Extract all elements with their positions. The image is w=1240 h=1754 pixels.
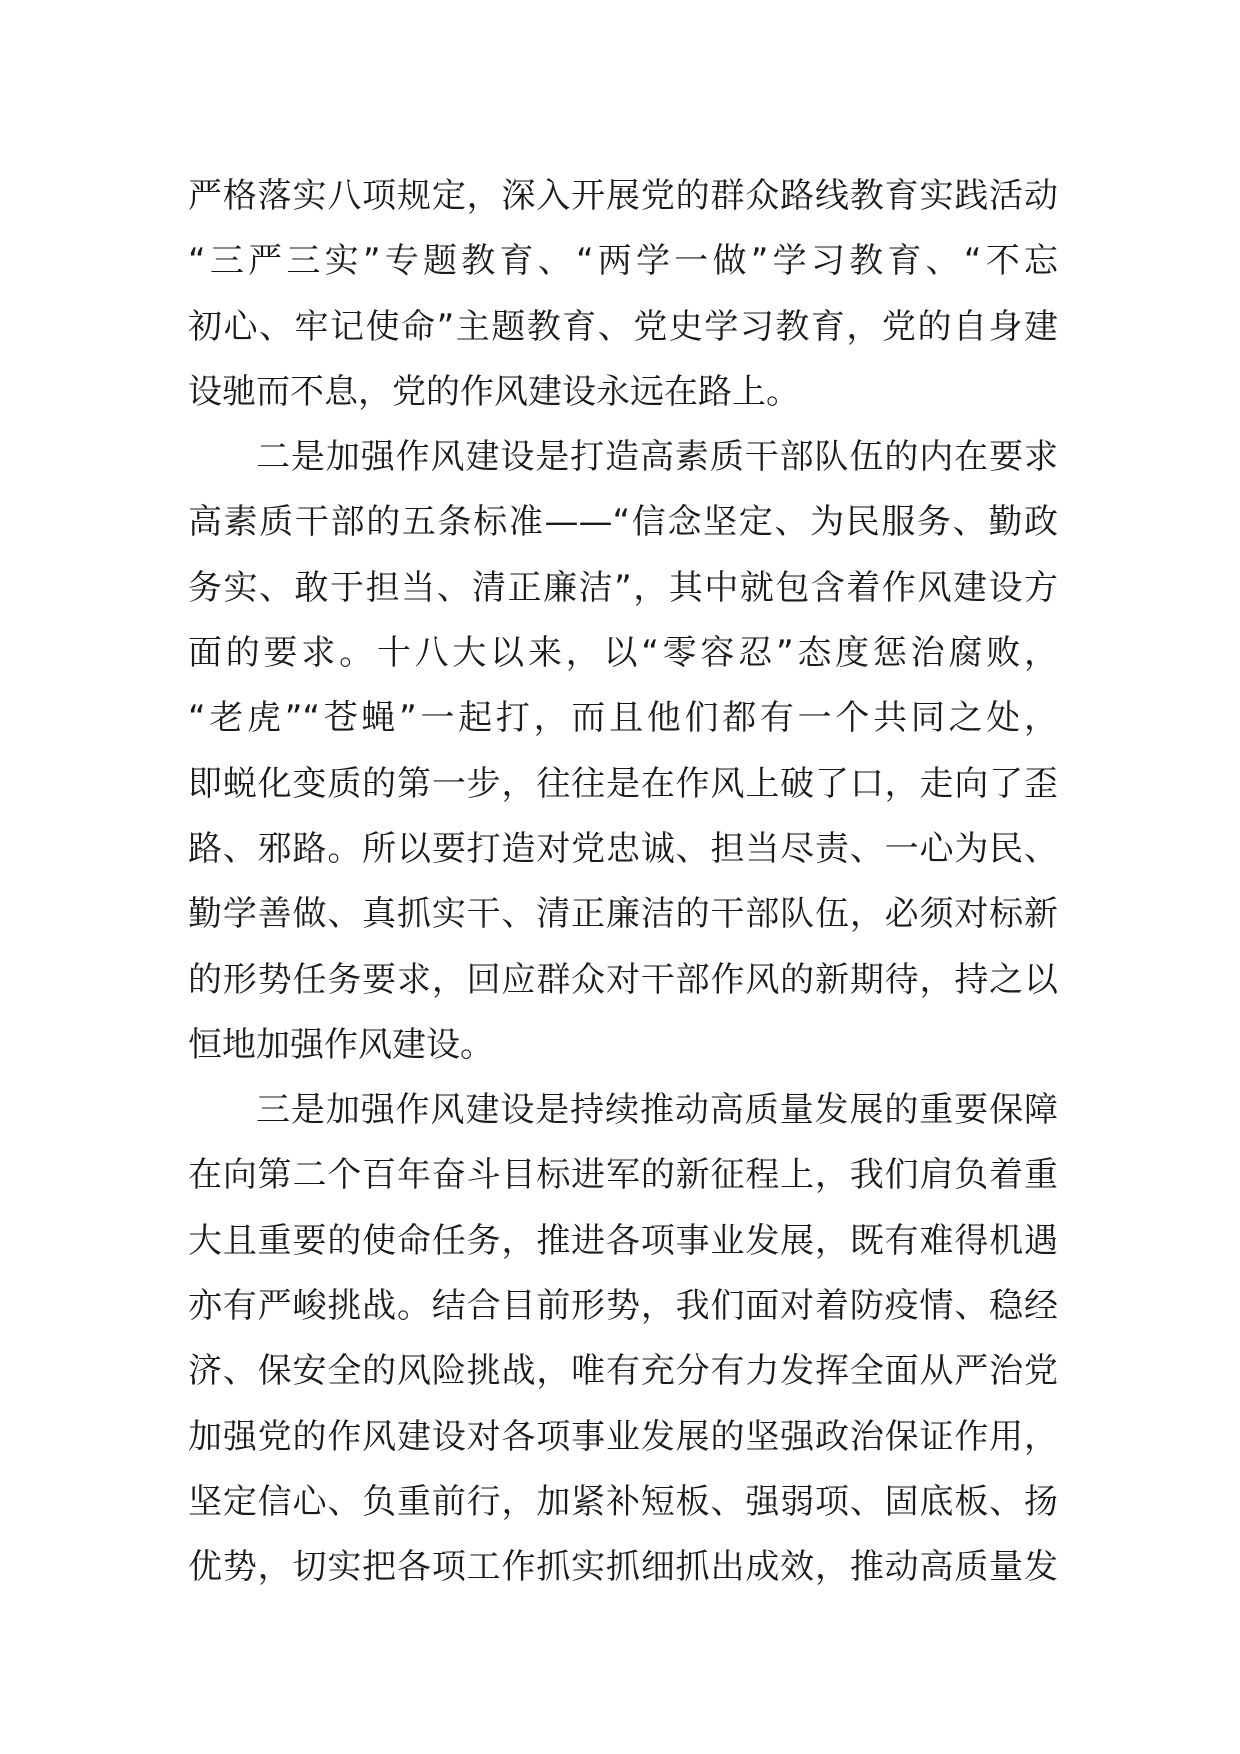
text-line: 面的要求。十八大以来，以“零容忍”态度惩治腐败， — [188, 633, 1058, 674]
text-line: 高素质干部的五条标准——“信念坚定、为民服务、勤政 — [188, 502, 1058, 543]
text-line: 亦有严峻挑战。结合目前形势，我们面对着防疫情、稳经 — [188, 1286, 1058, 1327]
body-text — [188, 164, 1058, 1601]
paragraph-heading-line: 三是加强作风建设是持续推动高质量发展的重要保障 — [256, 1090, 1058, 1131]
text-line: 务实、敢于担当、清正廉洁”，其中就包含着作风建设方 — [188, 567, 1058, 608]
text-line: 的形势任务要求，回应群众对干部作风的新期待，持之以 — [188, 959, 1058, 1000]
text-line: 济、保安全的风险挑战，唯有充分有力发挥全面从严治党 — [188, 1351, 1058, 1392]
text-line: 勤学善做、真抓实干、清正廉洁的干部队伍，必须对标新 — [188, 894, 1058, 935]
text-line: 恒地加强作风建设。 — [188, 1024, 494, 1065]
text-line: 在向第二个百年奋斗目标进军的新征程上，我们肩负着重 — [188, 1155, 1058, 1196]
text-line: 严格落实八项规定，深入开展党的群众路线教育实践活动 — [188, 176, 1058, 216]
text-line: 路、邪路。所以要打造对党忠诚、担当尽责、一心为民、 — [188, 828, 1058, 869]
text-line: 加强党的作风建设对各项事业发展的坚强政治保证作用， — [188, 1416, 1058, 1457]
text-line: 大且重要的使命任务，推进各项事业发展，既有难得机遇 — [188, 1220, 1058, 1261]
text-line: 优势，切实把各项工作抓实抓细抓出成效，推动高质量发 — [188, 1547, 1058, 1588]
text-line: “三严三实”专题教育、“两学一做”学习教育、“不忘 — [188, 241, 1058, 282]
text-line: “老虎”“苍蝇”一起打，而且他们都有一个共同之处， — [188, 698, 1058, 739]
text-line: 初心、牢记使命”主题教育、党史学习教育，党的自身建 — [188, 306, 1058, 347]
text-line: 即蜕化变质的第一步，往往是在作风上破了口，走向了歪 — [188, 763, 1058, 804]
paragraph-heading-line: 二是加强作风建设是打造高素质干部队伍的内在要求 — [256, 437, 1058, 478]
text-line: 设驰而不息，党的作风建设永远在路上。 — [188, 371, 800, 412]
text-line: 坚定信心、负重前行，加紧补短板、强弱项、固底板、扬 — [188, 1481, 1058, 1522]
